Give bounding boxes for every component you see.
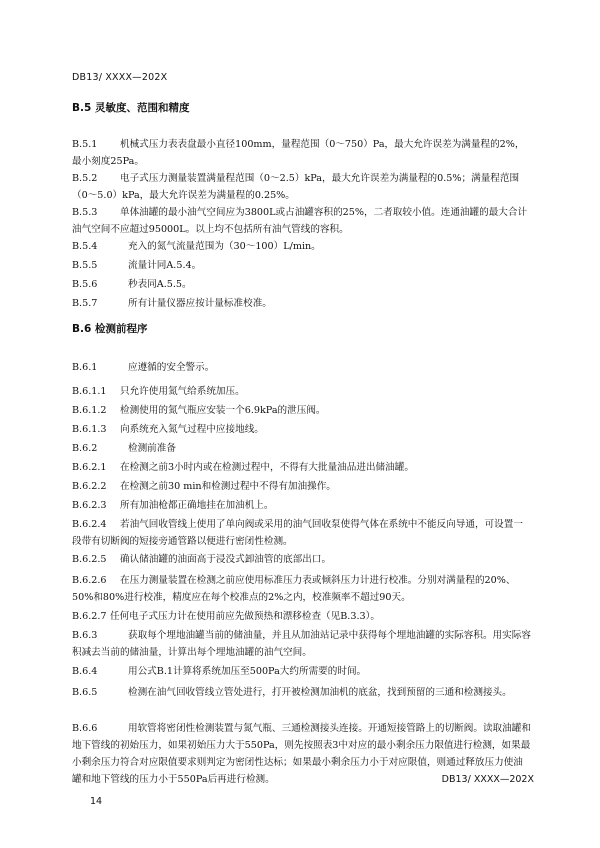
clause-text: 所有加油枪都正确地挂在加油机上。	[120, 500, 274, 511]
clause-number: B.6.2.6	[72, 575, 107, 586]
clause-number: B.6.2.2	[72, 481, 107, 492]
clause-number: B.6.3	[72, 630, 98, 641]
clause-text: 获取每个埋地油罐当前的储油量，并且从加油站记录中获得每个埋地油罐的实际容积。用实际容积减去当前的储油量，计算出每个埋地油罐的油气空间。	[72, 630, 531, 658]
clause-text: 任何电子式压力计在使用前应先做预热和漂移检查（见B.3.3）。	[110, 611, 380, 622]
clause-number: B.5.7	[72, 298, 98, 309]
clause-number: B.6.1.2	[72, 405, 107, 416]
clause-text: 机械式压力表表盘最小直径100mm，量程范围（0～750）Pa，最大允许误差为满量程的2%，最小刻度25Pa。	[72, 139, 525, 167]
clause-text: 用公式B.1计算将系统加压至500Pa大约所需要的时间。	[128, 666, 367, 677]
clause-text: 电子式压力测量装置满量程范围（0～2.5）kPa，最大允许误差为满量程的0.5%；满量程范围（0～5.0）kPa，最大允许误差为满量程的0.25%。	[72, 173, 520, 201]
clause-text: 检测在油气回收管线立管处进行，打开被检测加油机的底盆，找到预留的三通和检测接头。	[128, 687, 512, 698]
clause-b6-4	[72, 663, 532, 680]
clause-text: 在检测之前30 min和检测过程中不得有加油操作。	[120, 481, 336, 492]
clause-text: 在检测之前3小时内或在检测过程中，不得有大批量油品进出储油罐。	[120, 462, 414, 473]
clause-b6-5	[72, 684, 532, 701]
clause-b6-1-2	[72, 402, 532, 419]
clause-number: B.5.3	[72, 207, 98, 218]
clause-b5-5	[72, 257, 532, 274]
clause-b6-2-3	[72, 497, 532, 514]
clause-number: B.6.1.1	[72, 386, 107, 397]
clause-number: B.6.5	[72, 687, 98, 698]
clause-b6-2-1	[72, 459, 532, 476]
clause-b5-3	[72, 204, 532, 238]
clause-number: B.6.2.1	[72, 462, 107, 473]
clause-text: 检测使用的氮气瓶应安装一个6.9kPa的泄压阀。	[120, 405, 326, 416]
clause-number: B.6.2.5	[72, 554, 107, 565]
clause-number: B.5.4	[72, 241, 98, 252]
clause-b5-2	[72, 170, 532, 204]
clause-number: B.6.2.3	[72, 500, 107, 511]
clause-b5-6	[72, 276, 532, 293]
clause-text: 所有计量仪器应按计量标准校准。	[128, 298, 272, 309]
section-b6-title: B.6 检测前程序	[72, 323, 148, 335]
clause-b6-2-5	[72, 551, 532, 568]
clause-text: 确认储油罐的油面高于浸没式卸油管的底部出口。	[120, 554, 332, 565]
clause-b6-1	[72, 359, 532, 376]
clause-b5-4	[72, 238, 532, 255]
clause-text: 秒表同A.5.5。	[128, 279, 192, 290]
clause-number: B.6.4	[72, 666, 98, 677]
clause-b6-2-2	[72, 478, 532, 495]
page-number: 14	[90, 796, 103, 807]
clause-number: B.6.2.7	[72, 611, 107, 622]
clause-number: B.6.1	[72, 362, 98, 373]
clause-b5-7	[72, 295, 532, 312]
clause-number: B.5.6	[72, 279, 98, 290]
clause-number: B.6.2	[72, 443, 98, 454]
clause-text: 检测前准备	[128, 443, 176, 454]
clause-text: 流量计同A.5.4。	[128, 260, 202, 271]
clause-text: 应遵循的安全警示。	[128, 362, 215, 373]
clause-text: 在压力测量装置在检测之前应使用标准压力表或倾斜压力计进行校准。分别对满量程的20%、50%和80%进行校准，精度应在每个校准点的2%之内，校准频率不超过90天。	[72, 575, 516, 603]
clause-number: B.6.2.4	[72, 519, 107, 530]
footer-doc-code: DB13/ XXXX—202X	[441, 774, 534, 785]
clause-text: 只允许使用氮气给系统加压。	[120, 386, 245, 397]
clause-text: 单体油罐的最小油气空间应为3800L或占油罐容积的25%，二者取较小值。连通油罐的最大合计油气空间不应超过95000L。以上均不包括所有油气管线的容积。	[72, 207, 528, 235]
clause-b6-1-1	[72, 383, 532, 400]
clause-b6-3	[72, 627, 532, 661]
clause-b6-1-3	[72, 421, 532, 438]
clause-number: B.6.1.3	[72, 424, 107, 435]
clause-text: 向系统充入氮气过程中应接地线。	[120, 424, 264, 435]
clause-number: B.5.2	[72, 173, 98, 184]
clause-number: B.6.6	[72, 723, 98, 734]
clause-text: 充入的氮气流量范围为（30～100）L/min。	[128, 241, 321, 252]
clause-b6-2-4	[72, 516, 532, 550]
clause-text: 用软管将密闭性检测装置与氮气瓶、三通检测接头连接。开通短接管路上的切断阀。读取油罐和地下管线的初始压力，如果初始压力大于550Pa，则先按照表3中对应的最小剩余压力限值进行检测，如果最小剩余压力符合对应限值要求则判定为密闭性达标；如果最小剩余压力小于对应限值，则通过释放压力使油罐和地下管线的压力小于550Pa后再进行检测。	[72, 723, 531, 785]
clause-number: B.5.5	[72, 260, 98, 271]
header-doc-code: DB13/ XXXX—202X	[72, 72, 168, 83]
clause-b6-2-6	[72, 572, 532, 606]
clause-b6-2	[72, 440, 532, 457]
clause-b5-1	[72, 136, 532, 170]
clause-b6-2-7	[72, 608, 532, 625]
section-b5-title: B.5 灵敏度、范围和精度	[72, 102, 190, 114]
clause-number: B.5.1	[72, 139, 98, 150]
clause-text: 若油气回收管线上使用了单向阀或采用的油气回收泵使得气体在系统中不能反向导通，可设置一段带有切断阀的短接旁通管路以便进行密闭性检测。	[72, 519, 523, 547]
